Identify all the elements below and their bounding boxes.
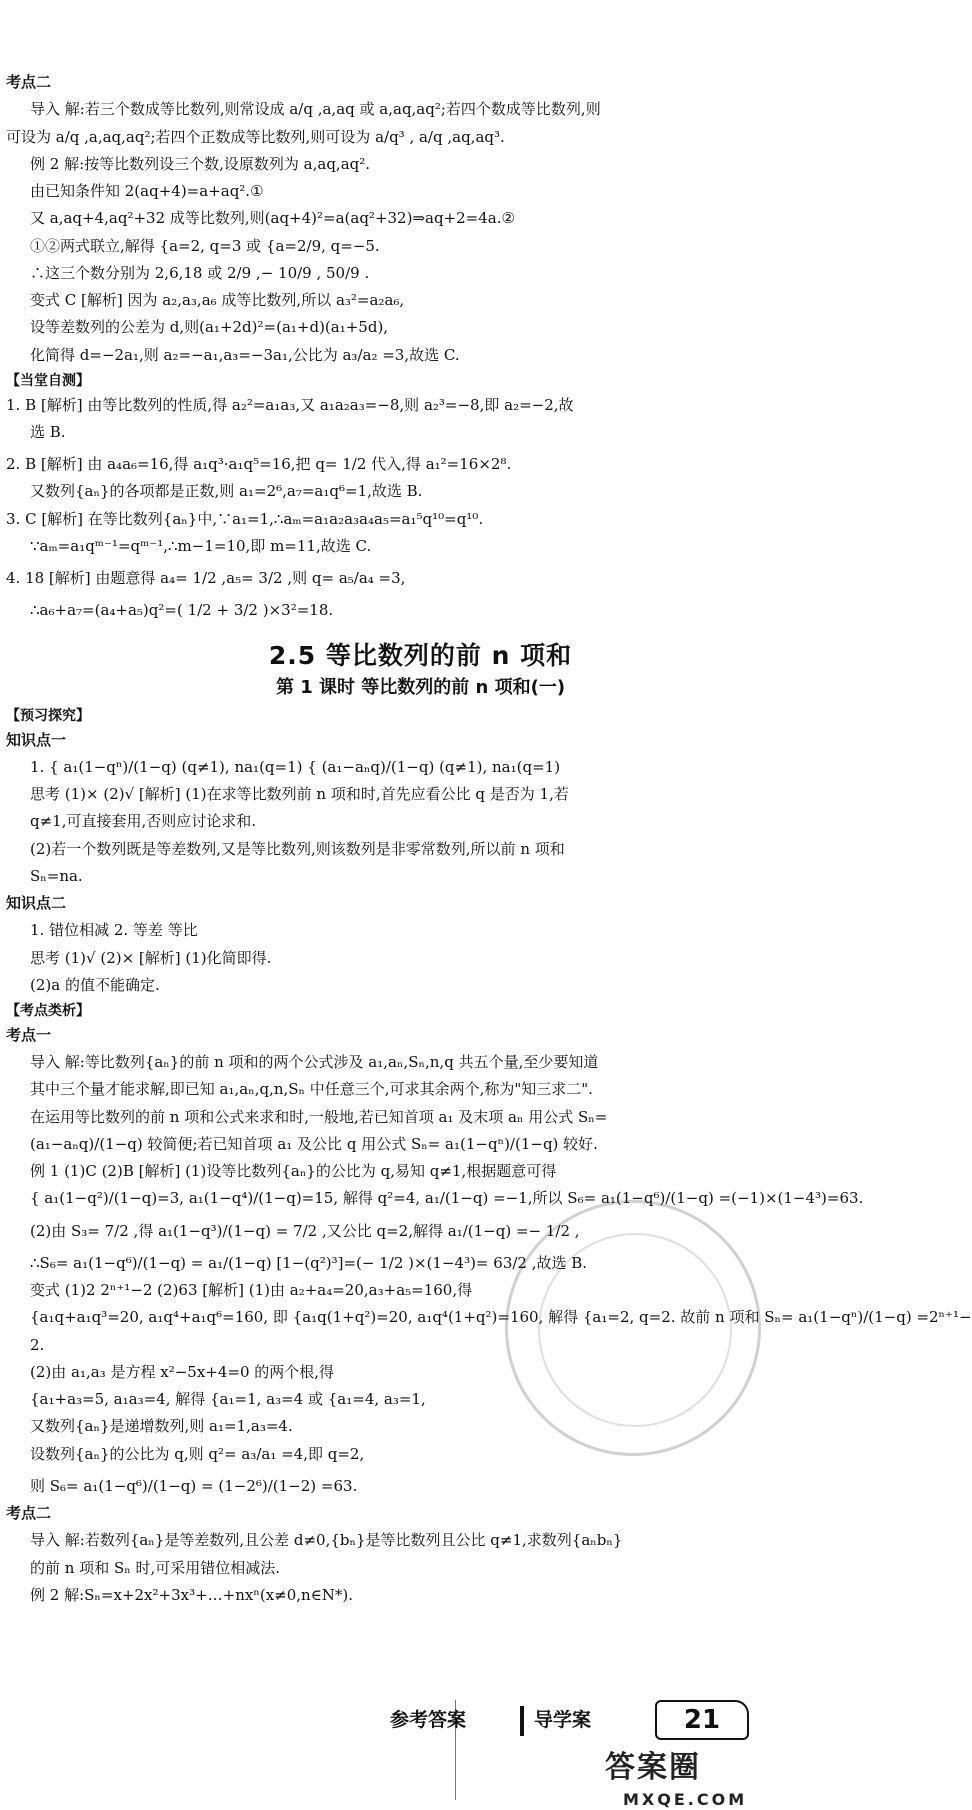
text-line: 导入 解:若数列{aₙ}是等差数列,且公差 d≠0,{bₙ}是等比数列且公比 q≠1,求数列{aₙbₙ} xyxy=(6,1530,835,1550)
text-line: 的前 n 项和 Sₙ 时,可采用错位相减法. xyxy=(6,1558,835,1578)
text-line: ∴a₆+a₇=(a₄+a₅)q²=( 1/2 + 3/2 )×3²=18. xyxy=(6,600,835,620)
text-line: 化简得 d=−2a₁,则 a₂=−a₁,a₃=−3a₁,公比为 a₃/a₂ =3,故选 C. xyxy=(6,345,835,365)
text-line: 2. B [解析] 由 a₄a₆=16,得 a₁q³·a₁q⁵=16,把 q= 1/2 代入,得 a₁²=16×2⁸. xyxy=(6,454,835,474)
text-line: 1. { a₁(1−qⁿ)/(1−q) (q≠1), na₁(q=1) { (a₁−aₙq)/(1−q) (q≠1), na₁(q=1) xyxy=(6,757,835,777)
footer-answer-label: 参考答案 xyxy=(390,1708,466,1734)
text-line: 2.5 等比数列的前 n 项和 xyxy=(6,639,835,673)
page-number: 21 xyxy=(655,1700,749,1740)
text-line: 2. xyxy=(6,1335,835,1355)
text-line: 在运用等比数列的前 n 项和公式来求和时,一般地,若已知首项 a₁ 及末项 aₙ 用公式 Sₙ= xyxy=(6,1107,835,1127)
text-line: (2)由 a₁,a₃ 是方程 x²−5x+4=0 的两个根,得 xyxy=(6,1362,835,1382)
text-line: 知识点一 xyxy=(6,730,835,750)
text-line: 1. 错位相减 2. 等差 等比 xyxy=(6,920,835,940)
text-line: 可设为 a/q ,a,aq,aq²;若四个正数成等比数列,则可设为 a/q³ , a/q ,aq,aq³. xyxy=(6,127,835,147)
text-line: 导入 解:等比数列{aₙ}的前 n 项和的两个公式涉及 a₁,aₙ,Sₙ,n,q 共五个量,至少要知道 xyxy=(6,1052,835,1072)
text-line: 第 1 课时 等比数列的前 n 项和(一) xyxy=(6,676,835,700)
text-line: 导入 解:若三个数成等比数列,则常设成 a/q ,a,aq 或 a,aq,aq²;若四个数成等比数列,则 xyxy=(6,99,835,119)
text-line: ①②两式联立,解得 {a=2, q=3 或 {a=2/9, q=−5. xyxy=(6,236,835,256)
text-line: {a₁+a₃=5, a₁a₃=4, 解得 {a₁=1, a₃=4 或 {a₁=4, a₃=1, xyxy=(6,1389,835,1409)
text-line: (2)若一个数列既是等差数列,又是等比数列,则该数列是非零常数列,所以前 n 项和 xyxy=(6,839,835,859)
text-line: ∴这三个数分别为 2,6,18 或 2/9 ,− 10/9 , 50/9 . xyxy=(6,263,835,283)
text-line: Sₙ=na. xyxy=(6,866,835,886)
text-line: 4. 18 [解析] 由题意得 a₄= 1/2 ,a₅= 3/2 ,则 q= a₅/a₄ =3, xyxy=(6,568,835,588)
text-line: 变式 (1)2 2ⁿ⁺¹−2 (2)63 [解析] (1)由 a₂+a₄=20,a₃+a₅=160,得 xyxy=(6,1280,835,1300)
watermark-url: MXQE.COM xyxy=(623,1789,747,1810)
text-line: { a₁(1−q²)/(1−q)=3, a₁(1−q⁴)/(1−q)=15, 解得 q²=4, a₁/(1−q) =−1,所以 S₆= a₁(1−q⁶)/(1−q) =(−1)×(1−4³)=63. xyxy=(6,1188,835,1208)
text-line: 考点二 xyxy=(6,1503,835,1523)
text-line: 例 2 解:Sₙ=x+2x²+3x³+…+nxⁿ(x≠0,n∈N*). xyxy=(6,1585,835,1605)
text-line: 又数列{aₙ}是递增数列,则 a₁=1,a₃=4. xyxy=(6,1416,835,1436)
text-line: 考点一 xyxy=(6,1025,835,1045)
text-line: (a₁−aₙq)/(1−q) 较简便;若已知首项 a₁ 及公比 q 用公式 Sₙ= a₁(1−qⁿ)/(1−q) 较好. xyxy=(6,1134,835,1154)
text-line: 选 B. xyxy=(6,422,835,442)
text-line: 例 2 解:按等比数列设三个数,设原数列为 a,aq,aq². xyxy=(6,154,835,174)
text-line: 【预习探究】 xyxy=(6,707,835,726)
faded-stamp xyxy=(505,1200,761,1456)
text-line: ∴S₆= a₁(1−q⁶)/(1−q) = a₁/(1−q) [1−(q²)³]=(− 1/2 )×(1−4³)= 63/2 ,故选 B. xyxy=(6,1253,835,1273)
text-line: 则 S₆= a₁(1−q⁶)/(1−q) = (1−2⁶)/(1−2) =63. xyxy=(6,1476,835,1496)
text-line: 又数列{aₙ}的各项都是正数,则 a₁=2⁶,a₇=a₁q⁶=1,故选 B. xyxy=(6,481,835,501)
text-line: 考点二 xyxy=(6,72,835,92)
text-line: 由已知条件知 2(aq+4)=a+aq².① xyxy=(6,181,835,201)
site-watermark xyxy=(605,1748,747,1810)
faded-stamp-inner xyxy=(538,1233,732,1427)
page-footer xyxy=(380,1706,760,1738)
text-line: 【当堂自测】 xyxy=(6,372,835,391)
text-line: 例 1 (1)C (2)B [解析] (1)设等比数列{aₙ}的公比为 q,易知 q≠1,根据题意可得 xyxy=(6,1161,835,1181)
text-line: {a₁q+a₁q³=20, a₁q⁴+a₁q⁶=160, 即 {a₁q(1+q²)=20, a₁q⁴(1+q²)=160, 解得 {a₁=2, q=2. 故前 n 项和 Sₙ= a₁(1−qⁿ)/(1−q) =2ⁿ⁺¹− xyxy=(6,1307,835,1327)
footer-guide-label: 导学案 xyxy=(534,1708,591,1734)
text-line: 1. B [解析] 由等比数列的性质,得 a₂²=a₁a₃,又 a₁a₂a₃=−8,则 a₂³=−8,即 a₂=−2,故 xyxy=(6,395,835,415)
text-line: 设数列{aₙ}的公比为 q,则 q²= a₃/a₁ =4,即 q=2, xyxy=(6,1444,835,1464)
text-line: ∵aₘ=a₁qᵐ⁻¹=qᵐ⁻¹,∴m−1=10,即 m=11,故选 C. xyxy=(6,536,835,556)
text-line: 【考点类析】 xyxy=(6,1002,835,1021)
text-line: 变式 C [解析] 因为 a₂,a₃,a₆ 成等比数列,所以 a₃²=a₂a₆, xyxy=(6,290,835,310)
text-line: 知识点二 xyxy=(6,893,835,913)
text-line: 又 a,aq+4,aq²+32 成等比数列,则(aq+4)²=a(aq²+32)⇒aq+2=4a.② xyxy=(6,208,835,228)
text-line: 思考 (1)× (2)√ [解析] (1)在求等比数列前 n 项和时,首先应看公比 q 是否为 1,若 xyxy=(6,784,835,804)
text-line: 思考 (1)√ (2)× [解析] (1)化简即得. xyxy=(6,948,835,968)
text-line: 设等差数列的公差为 d,则(a₁+2d)²=(a₁+d)(a₁+5d), xyxy=(6,317,835,337)
text-line: q≠1,可直接套用,否则应讨论求和. xyxy=(6,811,835,831)
text-line: 其中三个量才能求解,即已知 a₁,aₙ,q,n,Sₙ 中任意三个,可求其余两个,称为"知三求二". xyxy=(6,1079,835,1099)
text-line: (2)由 S₃= 7/2 ,得 a₁(1−q³)/(1−q) = 7/2 ,又公比 q=2,解得 a₁/(1−q) =− 1/2 , xyxy=(6,1221,835,1241)
footer-divider xyxy=(520,1706,524,1736)
watermark-title: 答案圈 xyxy=(605,1748,747,1789)
text-line: 3. C [解析] 在等比数列{aₙ}中,∵a₁=1,∴aₘ=a₁a₂a₃a₄a₅=a₁⁵q¹⁰=q¹⁰. xyxy=(6,509,835,529)
text-line: (2)a 的值不能确定. xyxy=(6,975,835,995)
